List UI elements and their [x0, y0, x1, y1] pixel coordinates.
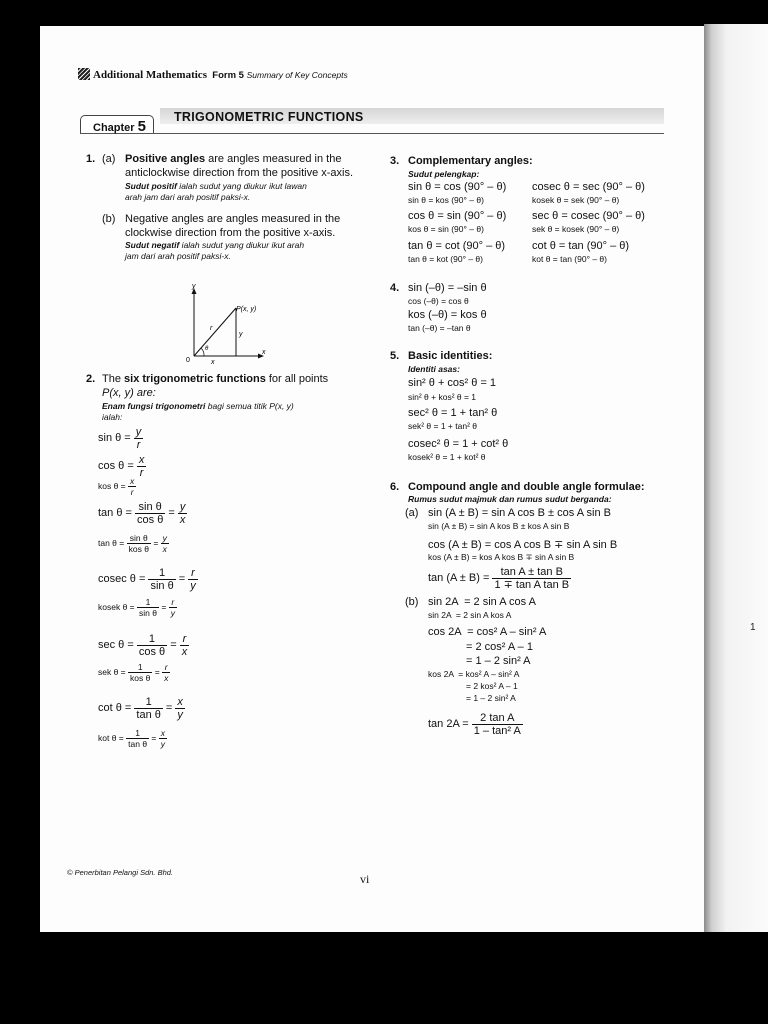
- double-cos-form2: = 2 cos² A – 1: [466, 641, 533, 653]
- numerator: y: [135, 426, 142, 438]
- numerator: x: [177, 696, 183, 708]
- fraction: [161, 533, 169, 554]
- term-positive-angles: Positive angles: [125, 153, 206, 165]
- item-1a-line2: anticlockwise direction from the positive x-axis.: [125, 167, 354, 179]
- r-label: r: [210, 325, 213, 332]
- term-six-functions: six trigonometric functions: [124, 373, 266, 385]
- term-enam-fungsi: Enam fungsi trigonometri: [102, 401, 206, 411]
- item-number-4: 4.: [390, 282, 400, 294]
- denominator: x: [179, 514, 186, 526]
- denominator: r: [139, 467, 144, 479]
- formula-tan: [98, 501, 187, 526]
- formula-sek: [98, 662, 170, 683]
- fraction: [137, 633, 167, 658]
- x-side-label: x: [211, 359, 215, 364]
- fraction: [134, 426, 144, 451]
- point-label: P(x, y): [236, 306, 257, 313]
- equals-sign: =: [161, 602, 167, 613]
- chapter-rule: [80, 133, 664, 134]
- fraction: [148, 567, 175, 592]
- item-number-6: 6.: [390, 481, 400, 493]
- denominator: r: [136, 439, 141, 451]
- item-1b-line2: clockwise direction from the positive x-axis.: [125, 227, 336, 239]
- numerator: tan A ± tan B: [492, 566, 571, 579]
- text: bagi semua titik P(x, y): [205, 401, 294, 411]
- compound-sin-malay: sin (A ± B) = sin A kos B ± kos A sin B: [428, 521, 570, 531]
- numerator: r: [188, 567, 198, 580]
- fraction: [159, 728, 167, 749]
- negative-tan: tan (–θ) = –tan θ: [408, 323, 471, 333]
- denominator: cos θ: [137, 514, 164, 526]
- numerator: y: [162, 533, 167, 543]
- formula-lhs: kot θ =: [98, 733, 124, 744]
- formula-kos: [98, 476, 136, 497]
- item-number-5: 5.: [390, 350, 400, 362]
- complement-tan: tan θ = cot (90° – θ): [408, 240, 506, 252]
- complement-cosec: cosec θ = sec (90° – θ): [532, 181, 645, 193]
- item-1b-malay1: [125, 240, 304, 251]
- negative-cos: cos (–θ) = cos θ: [408, 296, 469, 306]
- formula-lhs: tan (A ± B) =: [428, 572, 490, 584]
- fraction: [162, 662, 170, 683]
- fraction: [492, 566, 571, 591]
- item-3-malay: Sudut pelengkap:: [408, 169, 480, 179]
- item-1b-label: (b): [102, 213, 116, 225]
- denominator: x: [162, 544, 167, 554]
- denominator: tan θ: [128, 739, 148, 749]
- facing-page-edge: [704, 24, 768, 932]
- radius-line: [194, 308, 236, 356]
- denominator: x: [181, 646, 188, 658]
- complement-sec-malay: sek θ = kosek (90° – θ): [532, 224, 620, 234]
- complement-cos: cos θ = sin (90° – θ): [408, 210, 507, 222]
- fraction: [127, 533, 151, 554]
- x-axis-label: x: [262, 349, 266, 356]
- double-sin-malay: sin 2A = 2 sin A kos A: [428, 610, 512, 620]
- item-1a-label: (a): [102, 153, 116, 165]
- formula-sec: [98, 633, 189, 658]
- fraction: [128, 476, 136, 497]
- denominator: sin θ: [139, 608, 157, 618]
- formula-lhs: sec θ =: [98, 639, 134, 651]
- complement-cosec-malay: kosek θ = sek (90° – θ): [532, 195, 620, 205]
- item-2-line1: [102, 373, 328, 386]
- denominator: x: [164, 673, 169, 683]
- term-sudut-negatif: Sudut negatif: [125, 240, 180, 250]
- fraction: [188, 567, 198, 592]
- denominator: 1 ∓ tan A tan B: [494, 579, 570, 591]
- fraction: [126, 728, 149, 749]
- denominator: y: [160, 739, 166, 749]
- fraction: [137, 454, 147, 479]
- numerator: 1: [148, 567, 175, 580]
- identity-3: cosec² θ = 1 + cot² θ: [408, 438, 509, 450]
- book-title: Additional Mathematics: [93, 69, 207, 81]
- text: ialah sudut yang diukur ikut lawan: [176, 181, 307, 191]
- denominator: y: [177, 709, 183, 721]
- item-3-title: Complementary angles:: [408, 155, 533, 167]
- item-1a-line1: [125, 153, 341, 166]
- item-1a-malay1: [125, 181, 307, 192]
- fraction: [180, 633, 190, 658]
- fraction: [128, 662, 152, 683]
- formula-lhs: tan θ =: [98, 507, 132, 519]
- running-header: [78, 68, 348, 81]
- equals-sign: =: [153, 538, 159, 549]
- item-2-malay2: ialah:: [102, 412, 123, 422]
- denominator: kos θ: [130, 673, 151, 683]
- complement-cos-malay: kos θ = sin (90° – θ): [408, 224, 484, 234]
- negative-kos: kos (–θ) = kos θ: [408, 309, 487, 321]
- equals-sign: =: [165, 702, 173, 714]
- chapter-label: Chapter: [93, 122, 135, 134]
- facing-page-mark: 1: [750, 622, 756, 633]
- compound-cos: cos (A ± B) = cos A cos B ∓ sin A sin B: [428, 539, 618, 551]
- numerator: sin θ: [127, 533, 151, 544]
- item-6-malay: Rumus sudut majmuk dan rumus sudut berganda:: [408, 494, 612, 504]
- denominator: y: [170, 608, 175, 618]
- denominator: tan θ: [136, 709, 161, 721]
- item-2-malay1: [102, 401, 294, 412]
- numerator: x: [130, 476, 135, 486]
- theta-label: θ: [205, 346, 209, 352]
- denominator: sin θ: [150, 580, 174, 592]
- formula-cosec: [98, 567, 198, 592]
- numerator: y: [179, 501, 186, 513]
- fraction: [135, 501, 165, 526]
- scan-border: [0, 932, 768, 1024]
- equals-sign: =: [168, 507, 175, 519]
- numerator: 2 tan A: [472, 712, 523, 725]
- formula-cot: [98, 696, 185, 721]
- formula-tan-malay: [98, 533, 169, 554]
- complement-sec: sec θ = cosec (90° – θ): [532, 210, 645, 222]
- equals-sign: =: [178, 573, 186, 585]
- double-kos-malay-form3: = 1 – 2 sin² A: [466, 693, 516, 703]
- compound-sin: sin (A ± B) = sin A cos B ± cos A sin B: [428, 507, 611, 519]
- complement-cot-malay: kot θ = tan (90° – θ): [532, 254, 607, 264]
- item-number-2: 2.: [86, 373, 96, 385]
- text: are angles measured in the: [205, 153, 342, 165]
- identity-1: sin² θ + cos² θ = 1: [408, 377, 497, 389]
- numerator: x: [160, 728, 166, 738]
- double-tan: [428, 712, 523, 737]
- item-6b-label: (b): [405, 596, 419, 608]
- publisher-credit: © Penerbitan Pelangi Sdn. Bhd.: [67, 868, 174, 877]
- double-sin: sin 2A = 2 sin A cos A: [428, 596, 536, 608]
- item-number-1: 1.: [86, 153, 96, 165]
- complement-sin: sin θ = cos (90° – θ): [408, 181, 507, 193]
- item-5-title: Basic identities:: [408, 350, 493, 362]
- form-label: Form 5: [212, 70, 244, 81]
- identity-1-malay: sin² θ + kos² θ = 1: [408, 392, 477, 402]
- denominator: 1 – tan² A: [473, 725, 521, 737]
- item-6a-label: (a): [405, 507, 419, 519]
- item-2-line2: P(x, y) are:: [102, 387, 156, 399]
- term-sudut-positif: Sudut positif: [125, 181, 177, 191]
- compound-cos-malay: kos (A ± B) = kos A kos B ∓ sin A sin B: [428, 552, 575, 562]
- equals-sign: =: [151, 733, 157, 744]
- formula-lhs: kos θ =: [98, 481, 126, 492]
- formula-lhs: tan θ =: [98, 538, 125, 549]
- numerator: r: [162, 662, 170, 673]
- formula-lhs: cot θ =: [98, 702, 132, 714]
- denominator: r: [130, 487, 134, 497]
- formula-kot: [98, 728, 167, 749]
- identity-3-malay: kosek² θ = 1 + kot² θ: [408, 452, 486, 462]
- item-1b-malay2: jam dari arah positif paksi-x.: [125, 251, 231, 261]
- numerator: 1: [137, 633, 167, 646]
- text: ialah sudut yang diukur ikut arah: [179, 240, 305, 250]
- item-1a-malay2: arah jam dari arah positif paksi-x.: [125, 192, 251, 202]
- formula-lhs: kosek θ =: [98, 602, 135, 613]
- chapter-number: 5: [137, 118, 146, 135]
- numerator: 1: [126, 728, 149, 739]
- equals-sign: =: [154, 667, 160, 678]
- formula-lhs: sin θ =: [98, 432, 131, 444]
- numerator: 1: [128, 662, 152, 673]
- item-number-3: 3.: [390, 155, 400, 167]
- double-cos: cos 2A = cos² A – sin² A: [428, 626, 547, 638]
- compound-tan: [428, 566, 571, 591]
- double-cos-form3: = 1 – 2 sin² A: [466, 655, 531, 667]
- item-6-title: Compound angle and double angle formulae:: [408, 481, 645, 493]
- denominator: kos θ: [128, 544, 149, 554]
- origin-label: 0: [186, 357, 190, 364]
- fraction: [472, 712, 523, 737]
- text: for all points: [265, 373, 329, 385]
- y-side-label: y: [239, 331, 243, 338]
- numerator: x: [138, 454, 145, 466]
- identity-2: sec² θ = 1 + tan² θ: [408, 407, 498, 419]
- formula-lhs: tan 2A =: [428, 718, 469, 730]
- page-number: vi: [360, 872, 370, 886]
- y-axis-label: y: [192, 283, 196, 290]
- formula-lhs: sek θ =: [98, 667, 126, 678]
- fraction: [169, 597, 177, 618]
- denominator: cos θ: [138, 646, 166, 658]
- chapter-heading-bar: [80, 106, 664, 136]
- negative-sin: sin (–θ) = –sin θ: [408, 282, 487, 294]
- header-subtitle: Summary of Key Concepts: [246, 70, 348, 80]
- double-kos-malay: kos 2A = kos² A – sin² A: [428, 669, 520, 679]
- numerator: r: [169, 597, 177, 608]
- formula-sin: [98, 426, 143, 451]
- formula-lhs: cosec θ =: [98, 573, 146, 585]
- item-5-malay: Identiti asas:: [408, 364, 460, 374]
- publisher-logo-icon: [78, 68, 90, 80]
- denominator: y: [190, 580, 196, 592]
- complement-sin-malay: sin θ = kos (90° – θ): [408, 195, 484, 205]
- fraction: [178, 501, 188, 526]
- numerator: 1: [137, 597, 159, 608]
- angle-arc: [201, 348, 204, 356]
- equals-sign: =: [170, 639, 177, 651]
- numerator: 1: [134, 696, 162, 709]
- chapter-tab: [80, 115, 154, 133]
- identity-2-malay: sek² θ = 1 + tan² θ: [408, 421, 477, 431]
- double-kos-malay-form2: = 2 kos² A – 1: [466, 681, 518, 691]
- numerator: r: [180, 633, 190, 646]
- formula-kosek: [98, 597, 177, 618]
- item-1b-line1: Negative angles are angles measured in the: [125, 213, 341, 225]
- fraction: [137, 597, 159, 618]
- coordinate-diagram: [178, 280, 270, 364]
- formula-lhs: cos θ =: [98, 460, 134, 472]
- chapter-title: TRIGONOMETRIC FUNCTIONS: [174, 110, 364, 124]
- fraction: [134, 696, 162, 721]
- complement-tan-malay: tan θ = kot (90° – θ): [408, 254, 483, 264]
- fraction: [175, 696, 185, 721]
- numerator: sin θ: [135, 501, 165, 514]
- text: The: [102, 373, 125, 385]
- complement-cot: cot θ = tan (90° – θ): [532, 240, 630, 252]
